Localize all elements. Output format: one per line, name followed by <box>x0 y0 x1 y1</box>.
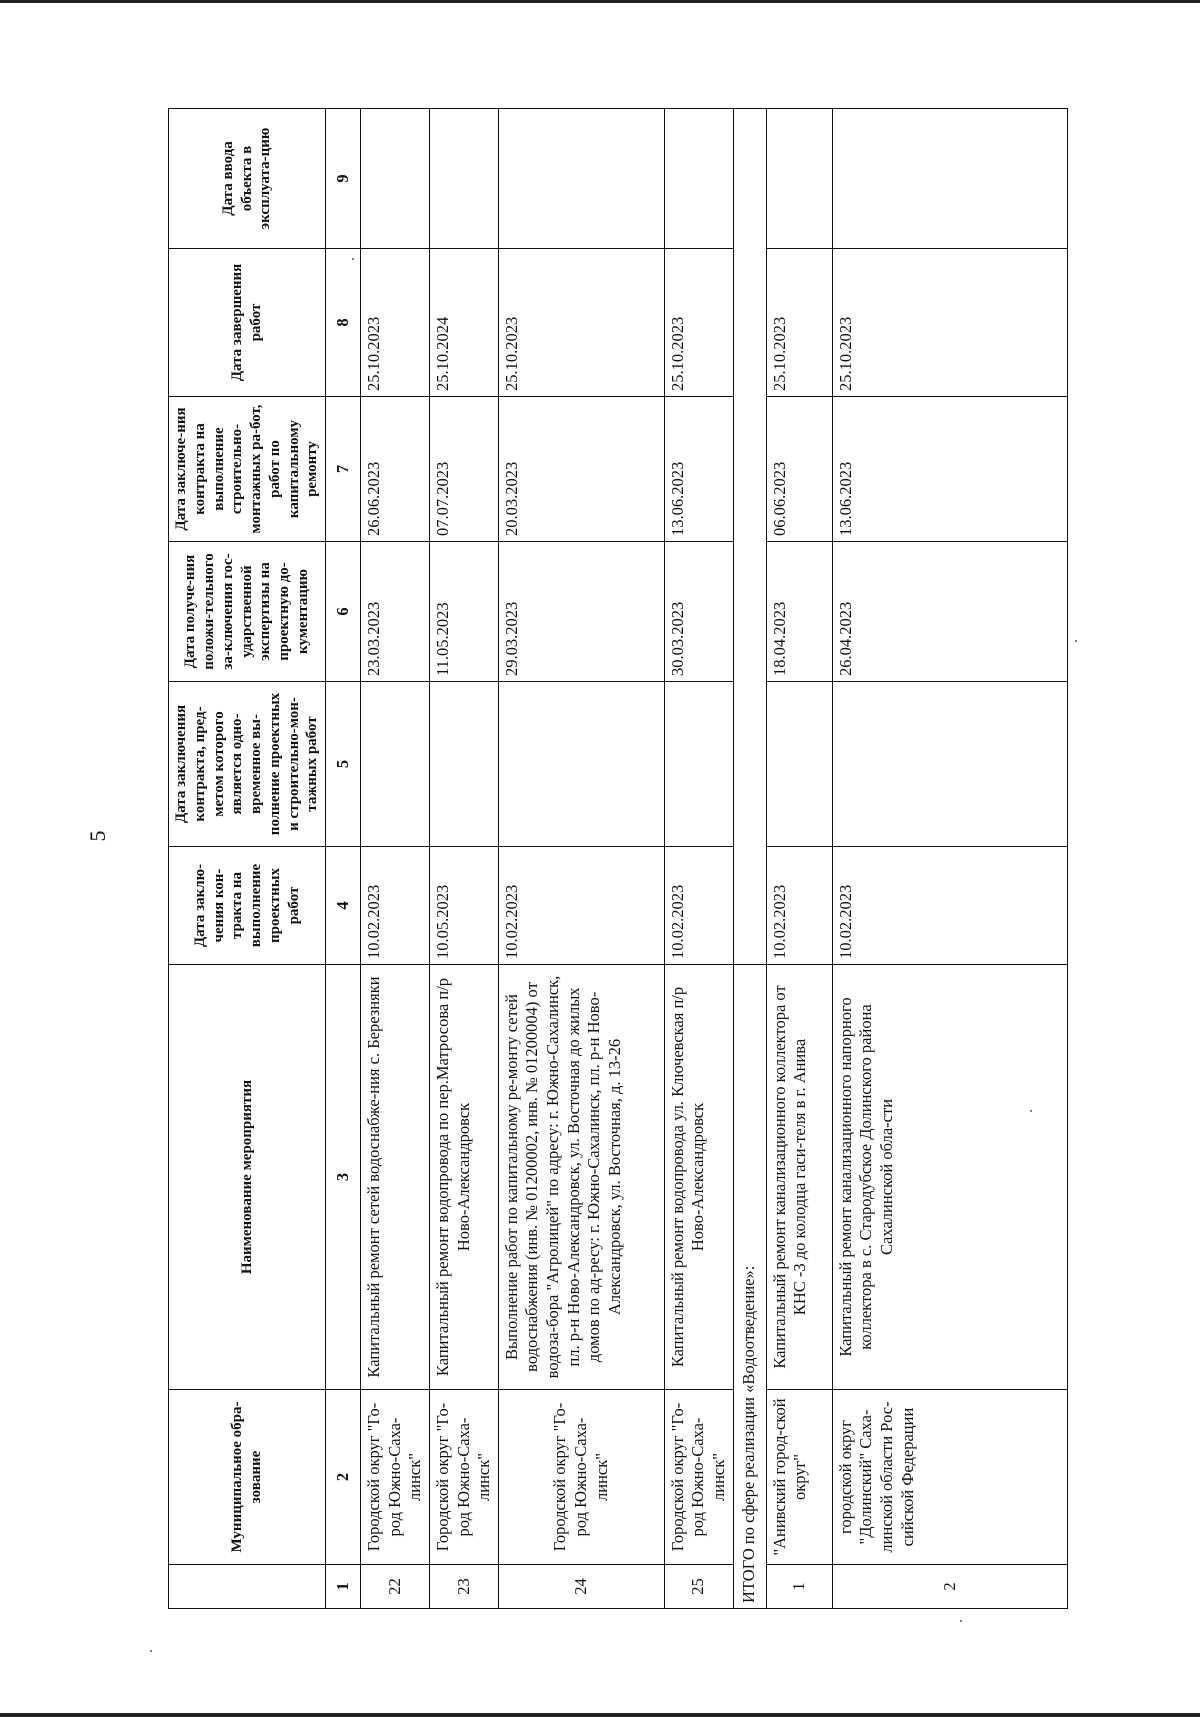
date-cell: 30.03.2023 <box>664 542 733 682</box>
row-number: 23 <box>429 1565 498 1609</box>
header-design-contract-date: Дата заклю-чения кон-тракта на выполнение проектных работ <box>169 847 326 965</box>
date-cell: 25.10.2024 <box>429 249 498 397</box>
date-cell: 06.06.2023 <box>766 397 832 542</box>
date-cell <box>429 682 498 847</box>
header-expertise-date: Дата получе-ния положи-тельного за-ключения гос-ударственной экспертизы на проектную до-кументацию <box>169 542 326 682</box>
date-cell: 10.02.2023 <box>361 847 430 965</box>
event-name-cell: Выполнение работ по капитальному ре-монту сетей водоснабжения (инв. № 01200002, инв. № 01200004) от водоза-бора "Агролицей" по адресу: г. Южно-Сахалинск, пл. р-н Ново-Александровск, ул. Восточная до жилых домов по ад-ресу: г. Южно-Сахалинск, пл. р-н Ново-Александровск, ул. Восточная, д. 13-26 <box>498 965 664 1390</box>
date-cell <box>832 109 1067 249</box>
municipality-cell: Городской округ "Го-род Южно-Саха-линск" <box>429 1390 498 1565</box>
date-cell <box>766 109 832 249</box>
column-number: 7 <box>326 397 361 542</box>
date-cell <box>766 682 832 847</box>
event-name-cell: Капитальный ремонт водопровода ул. Ключевская п/р Ново-Александровск <box>664 965 733 1390</box>
date-cell <box>664 109 733 249</box>
header-row <box>169 109 326 1609</box>
date-cell: 10.02.2023 <box>664 847 733 965</box>
header-municipality: Муниципальное обра-зование <box>169 1390 326 1565</box>
event-name-cell: Капитальный ремонт канализационного напорного коллектора в с. Стародубское Долинского района Сахалинской обла-сти <box>832 965 1067 1390</box>
header-completion-date: Дата завершения работ <box>169 249 326 397</box>
event-name-cell: Капитальный ремонт сетей водоснабже-ния с. Березняки <box>361 965 430 1390</box>
date-cell <box>429 109 498 249</box>
events-table-rotated <box>168 109 1068 1609</box>
events-table <box>168 108 1068 1609</box>
column-number: 3 <box>326 965 361 1390</box>
date-cell: 25.10.2023 <box>766 249 832 397</box>
date-cell: 26.04.2023 <box>832 542 1067 682</box>
municipality-cell: городской округ "Долинский" Саха-линской области Рос-сийской Федерации <box>832 1390 1067 1565</box>
date-cell: 11.05.2023 <box>429 542 498 682</box>
section-row <box>733 109 766 1609</box>
scan-speck <box>960 1620 962 1622</box>
date-cell: 25.10.2023 <box>832 249 1067 397</box>
date-cell: 25.10.2023 <box>361 249 430 397</box>
column-number: 5 <box>326 682 361 847</box>
scan-speck <box>1075 640 1077 642</box>
date-cell: 13.06.2023 <box>664 397 733 542</box>
date-cell: 10.02.2023 <box>498 847 664 965</box>
municipality-cell: Городской округ "Го-род Южно-Саха-линск" <box>498 1390 664 1565</box>
date-cell <box>498 682 664 847</box>
table-row <box>766 109 832 1609</box>
date-cell: 20.03.2023 <box>498 397 664 542</box>
column-number: 4 <box>326 847 361 965</box>
date-cell: 10.05.2023 <box>429 847 498 965</box>
date-cell <box>361 109 430 249</box>
date-cell <box>498 109 664 249</box>
header-commissioning-date: Дата ввода объекта в эксплуата-цию <box>169 109 326 249</box>
municipality-cell: Городской округ "Го-род Южно-Саха-линск" <box>361 1390 430 1565</box>
table-row <box>664 109 733 1609</box>
column-number-row <box>326 109 361 1609</box>
row-number: 22 <box>361 1565 430 1609</box>
date-cell: 29.03.2023 <box>498 542 664 682</box>
row-number: 2 <box>832 1565 1067 1609</box>
section-filler <box>733 109 766 965</box>
row-number: 1 <box>766 1565 832 1609</box>
header-combined-contract-date: Дата заключения контракта, пред-метом которого является одно-временное вы-полнение проектных и строительно-мон-тажных работ <box>169 682 326 847</box>
date-cell: 13.06.2023 <box>832 397 1067 542</box>
row-number: 24 <box>498 1565 664 1609</box>
date-cell: 25.10.2023 <box>498 249 664 397</box>
column-number: 8 <box>326 249 361 397</box>
date-cell <box>664 682 733 847</box>
column-number: 1 <box>326 1565 361 1609</box>
page-number: 5 <box>85 830 110 842</box>
bottom-scan-edge <box>0 1713 1200 1717</box>
section-title: ИТОГО по сфере реализации «Водоотведение»: <box>733 965 766 1609</box>
date-cell: 18.04.2023 <box>766 542 832 682</box>
column-number: 6 <box>326 542 361 682</box>
header-col1 <box>169 1565 326 1609</box>
municipality-cell: Городской округ "Го-род Южно-Саха-линск" <box>664 1390 733 1565</box>
municipality-cell: "Анивский город-ской округ" <box>766 1390 832 1565</box>
row-number: 25 <box>664 1565 733 1609</box>
column-number: 2 <box>326 1390 361 1565</box>
date-cell <box>832 682 1067 847</box>
date-cell: 23.03.2023 <box>361 542 430 682</box>
header-event-name: Наименование мероприятия <box>169 965 326 1390</box>
top-scan-edge <box>0 0 1200 3</box>
date-cell: 26.06.2023 <box>361 397 430 542</box>
date-cell: 07.07.2023 <box>429 397 498 542</box>
date-cell: 10.02.2023 <box>766 847 832 965</box>
date-cell <box>361 682 430 847</box>
date-cell: 25.10.2023 <box>664 249 733 397</box>
column-number: 9 <box>326 109 361 249</box>
date-cell: 10.02.2023 <box>832 847 1067 965</box>
event-name-cell: Капитальный ремонт канализационного коллектора от КНС -3 до колодца гаси-теля в г. Анива <box>766 965 832 1390</box>
scan-speck <box>150 1650 152 1652</box>
table-row <box>498 109 664 1609</box>
header-construction-contract-date: Дата заключе-ния контракта на выполнение строительно-монтажных ра-бот, работ по капитальному ремонту <box>169 397 326 542</box>
table-row <box>429 109 498 1609</box>
event-name-cell: Капитальный ремонт водопровода по пер.Матросова п/р Ново-Александровск <box>429 965 498 1390</box>
table-row <box>832 109 1067 1609</box>
table-row <box>361 109 430 1609</box>
